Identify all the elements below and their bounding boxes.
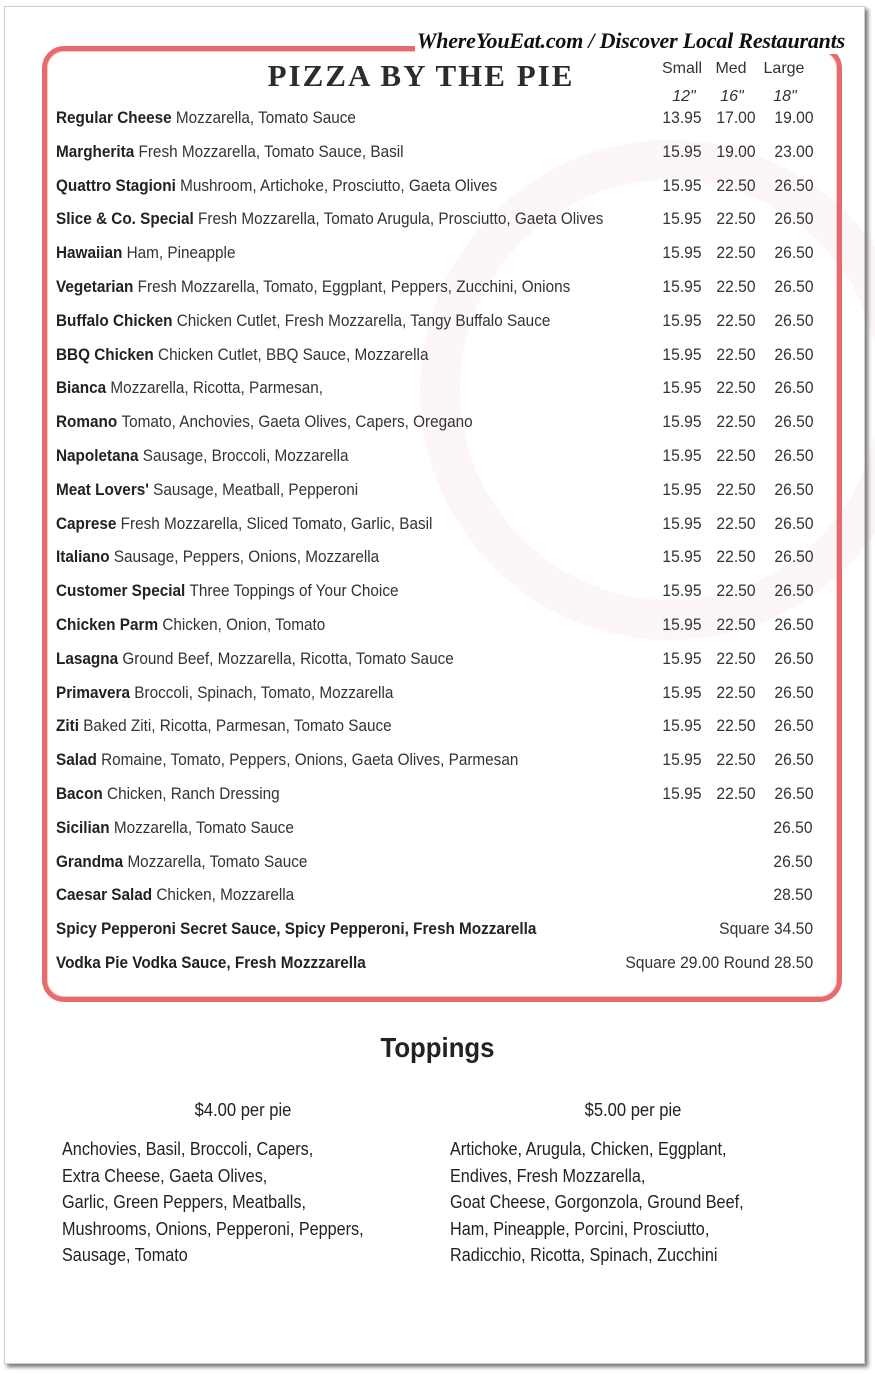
menu-item-name: Caesar Salad (56, 885, 153, 904)
toppings-list-4 (62, 1136, 404, 1269)
topping-line: Goat Cheese, Gorgonzola, Ground Beef, (450, 1192, 744, 1212)
price-med: 22.50 (716, 750, 756, 769)
menu-item-desc: Sausage, Meatball, Pepperoni (153, 480, 359, 499)
menu-item-name: Primavera (56, 683, 131, 702)
price-med: 17.00 (716, 108, 756, 127)
menu-item-desc: Three Toppings of Your Choice (189, 581, 399, 600)
menu-item-desc: Fresh Mozzarella, Tomato Arugula, Prosciutto, Gaeta Olives (198, 209, 604, 228)
special-item-row (56, 818, 740, 852)
menu-item-desc: Mushroom, Artichoke, Prosciutto, Gaeta Olives (180, 176, 498, 195)
menu-item-name: Salad (56, 750, 97, 769)
topping-line: Garlic, Green Peppers, Meatballs, (62, 1192, 307, 1212)
menu-item-name: Vegetarian (56, 277, 134, 296)
menu-item-row (56, 750, 740, 784)
menu-item-row (56, 311, 740, 345)
price-large: 26.50 (774, 311, 814, 330)
price-large: 26.50 (774, 209, 814, 228)
price-large: 26.50 (774, 547, 814, 566)
menu-item-row (56, 209, 740, 243)
menu-item-name: Buffalo Chicken (56, 311, 173, 330)
menu-item-desc: Chicken Cutlet, Fresh Mozzarella, Tangy Buffalo Sauce (176, 311, 551, 330)
topping-line: Extra Cheese, Gaeta Olives, (62, 1165, 268, 1186)
menu-item-row (56, 716, 740, 750)
menu-item-name: Romano (56, 412, 118, 431)
menu-item-row (56, 547, 740, 581)
menu-item-name: Ziti (56, 716, 79, 735)
price-small: 15.95 (662, 412, 702, 431)
toppings-price-4: $4.00 per pie (194, 1100, 292, 1120)
price-med: 22.50 (716, 683, 756, 702)
menu-item-desc: Chicken, Ranch Dressing (107, 784, 280, 803)
size-inches-small: 12" (672, 88, 696, 105)
price-small: 15.95 (662, 615, 702, 634)
price-large: 26.50 (774, 378, 814, 397)
toppings-price-5: $5.00 per pie (584, 1100, 682, 1120)
menu-item-row (56, 514, 740, 548)
menu-item-row (56, 581, 740, 615)
size-header-small: Small (661, 60, 702, 77)
menu-item-row (56, 683, 740, 717)
size-inches-med: 16" (720, 88, 744, 105)
menu-item-name: Bianca (56, 378, 107, 397)
menu-item-desc: Romaine, Tomato, Peppers, Onions, Gaeta Olives, Parmesan (101, 750, 519, 769)
menu-item-desc: Ground Beef, Mozzarella, Ricotta, Tomato Sauce (122, 649, 454, 668)
menu-item-name: Sicilian (56, 818, 110, 837)
price-med: 19.00 (716, 142, 756, 161)
price-med: 22.50 (716, 209, 756, 228)
price-small: 15.95 (662, 514, 702, 533)
menu-item-name: Caprese (56, 514, 117, 533)
topping-line: Sausage, Tomato (62, 1245, 188, 1265)
menu-item-desc: Chicken Cutlet, BBQ Sauce, Mozzarella (158, 345, 429, 364)
price-large: 26.50 (774, 480, 814, 499)
menu-item-desc: Mozzarella, Tomato Sauce (127, 852, 308, 871)
menu-item-name: Vodka Pie Vodka Sauce, Fresh Mozzzarella (56, 953, 366, 972)
price-large: 26.50 (774, 412, 814, 431)
price-med: 22.50 (716, 581, 756, 600)
topping-line: Mushrooms, Onions, Pepperoni, Peppers, (62, 1218, 364, 1239)
menu-item-row (56, 243, 740, 277)
menu-item-desc: Baked Ziti, Ricotta, Parmesan, Tomato Sauce (83, 716, 392, 735)
price-large: 26.50 (774, 581, 814, 600)
price-small: 15.95 (662, 243, 702, 262)
price-small: 15.95 (662, 446, 702, 465)
special-price: Square 34.50 (719, 919, 813, 938)
menu-item-desc: Mozzarella, Tomato Sauce (113, 818, 294, 837)
menu-item-name: Italiano (56, 547, 110, 566)
price-med: 22.50 (716, 378, 756, 397)
menu-item-name: Regular Cheese (56, 108, 172, 127)
size-header-large: Large (763, 60, 805, 77)
price-small: 15.95 (662, 142, 702, 161)
price-large: 26.50 (774, 243, 814, 262)
menu-item-desc: Sausage, Peppers, Onions, Mozzarella (113, 547, 380, 566)
special-price: 26.50 (773, 818, 813, 837)
special-item-row (56, 885, 740, 919)
topping-line: Anchovies, Basil, Broccoli, Capers, (62, 1139, 314, 1159)
price-small: 15.95 (662, 277, 702, 296)
menu-item-row (56, 784, 740, 818)
price-small: 15.95 (662, 378, 702, 397)
price-large: 23.00 (774, 142, 814, 161)
menu-item-name: Meat Lovers' (56, 480, 149, 499)
price-small: 15.95 (662, 209, 702, 228)
menu-item-row (56, 345, 740, 379)
price-med: 22.50 (716, 311, 756, 330)
price-large: 26.50 (774, 649, 814, 668)
menu-item-name: Slice & Co. Special (56, 209, 194, 228)
price-small: 15.95 (662, 311, 702, 330)
special-price: 28.50 (773, 885, 813, 904)
menu-item-name: Margherita (56, 142, 135, 161)
menu-item-name: Spicy Pepperoni Secret Sauce, Spicy Pepperoni, Fresh Mozzarella (56, 919, 537, 938)
price-med: 22.50 (716, 446, 756, 465)
topping-line: Endives, Fresh Mozzarella, (450, 1165, 646, 1186)
menu-item-desc: Broccoli, Spinach, Tomato, Mozzarella (134, 683, 394, 702)
price-small: 13.95 (662, 108, 702, 127)
price-med: 22.50 (716, 480, 756, 499)
price-med: 22.50 (716, 277, 756, 296)
menu-item-desc: Mozzarella, Tomato Sauce (175, 108, 356, 127)
menu-item-name: Grandma (56, 852, 124, 871)
special-item-row (56, 919, 740, 953)
price-small: 15.95 (662, 750, 702, 769)
special-item-row (56, 852, 740, 886)
menu-item-desc: Fresh Mozzarella, Tomato Sauce, Basil (138, 142, 404, 161)
topping-line: Ham, Pineapple, Porcini, Prosciutto, (450, 1218, 710, 1239)
toppings-title: Toppings (380, 1032, 495, 1063)
price-med: 22.50 (716, 547, 756, 566)
price-large: 26.50 (774, 615, 814, 634)
price-large: 26.50 (774, 514, 814, 533)
price-med: 22.50 (716, 243, 756, 262)
menu-title: PIZZA BY THE PIE (267, 58, 575, 93)
menu-item-name: Quattro Stagioni (56, 176, 176, 195)
price-med: 22.50 (716, 345, 756, 364)
menu-item-desc: Ham, Pineapple (126, 243, 236, 262)
menu-item-row (56, 649, 740, 683)
menu-item-desc: Chicken, Onion, Tomato (162, 615, 326, 634)
price-med: 22.50 (716, 649, 756, 668)
menu-item-desc: Tomato, Anchovies, Gaeta Olives, Capers, Oregano (121, 412, 473, 431)
menu-item-desc: Fresh Mozzarella, Sliced Tomato, Garlic, Basil (120, 514, 433, 533)
size-header-med: Med (715, 60, 747, 77)
special-price: 26.50 (773, 852, 813, 871)
menu-item-desc: Chicken, Mozzarella (156, 885, 295, 904)
menu-item-name: Bacon (56, 784, 103, 803)
menu-item-name: BBQ Chicken (56, 345, 154, 364)
topping-line: Artichoke, Arugula, Chicken, Eggplant, (450, 1139, 727, 1159)
price-small: 15.95 (662, 683, 702, 702)
price-large: 26.50 (774, 683, 814, 702)
menu-item-row (56, 412, 740, 446)
menu-item-name: Chicken Parm (56, 615, 159, 634)
price-large: 26.50 (774, 750, 814, 769)
price-large: 26.50 (774, 446, 814, 465)
price-med: 22.50 (716, 514, 756, 533)
menu-item-name: Hawaiian (56, 243, 123, 262)
menu-item-row (56, 480, 740, 514)
price-med: 22.50 (716, 412, 756, 431)
toppings-list-5 (450, 1136, 792, 1269)
menu-item-desc: Mozzarella, Ricotta, Parmesan, (110, 378, 324, 397)
price-small: 15.95 (662, 345, 702, 364)
site-banner[interactable]: WhereYouEat.com / Discover Local Restaurants (416, 28, 845, 53)
menu-item-desc: Sausage, Broccoli, Mozzarella (142, 446, 349, 465)
price-small: 15.95 (662, 581, 702, 600)
menu-item-name: Lasagna (56, 649, 119, 668)
menu-item-row (56, 176, 740, 210)
price-small: 15.95 (662, 480, 702, 499)
topping-line: Radicchio, Ricotta, Spinach, Zucchini (450, 1245, 718, 1265)
size-inches-large: 18" (773, 88, 797, 105)
menu-item-row (56, 277, 740, 311)
price-med: 22.50 (716, 176, 756, 195)
price-small: 15.95 (662, 547, 702, 566)
price-large: 19.00 (774, 108, 814, 127)
price-large: 26.50 (774, 345, 814, 364)
menu-item-row (56, 615, 740, 649)
price-large: 26.50 (774, 716, 814, 735)
price-small: 15.95 (662, 176, 702, 195)
price-small: 15.95 (662, 784, 702, 803)
special-price: Square 29.00 Round 28.50 (625, 953, 813, 972)
menu-item-row (56, 142, 740, 176)
price-med: 22.50 (716, 716, 756, 735)
price-small: 15.95 (662, 649, 702, 668)
price-med: 22.50 (716, 784, 756, 803)
price-large: 26.50 (774, 277, 814, 296)
price-large: 26.50 (774, 784, 814, 803)
price-small: 15.95 (662, 716, 702, 735)
menu-item-row (56, 378, 740, 412)
price-large: 26.50 (774, 176, 814, 195)
menu-item-desc: Fresh Mozzarella, Tomato, Eggplant, Peppers, Zucchini, Onions (137, 277, 571, 296)
menu-item-row (56, 446, 740, 480)
menu-item-name: Napoletana (56, 446, 139, 465)
menu-item-name: Customer Special (56, 581, 186, 600)
menu-item-row (56, 108, 740, 142)
price-med: 22.50 (716, 615, 756, 634)
